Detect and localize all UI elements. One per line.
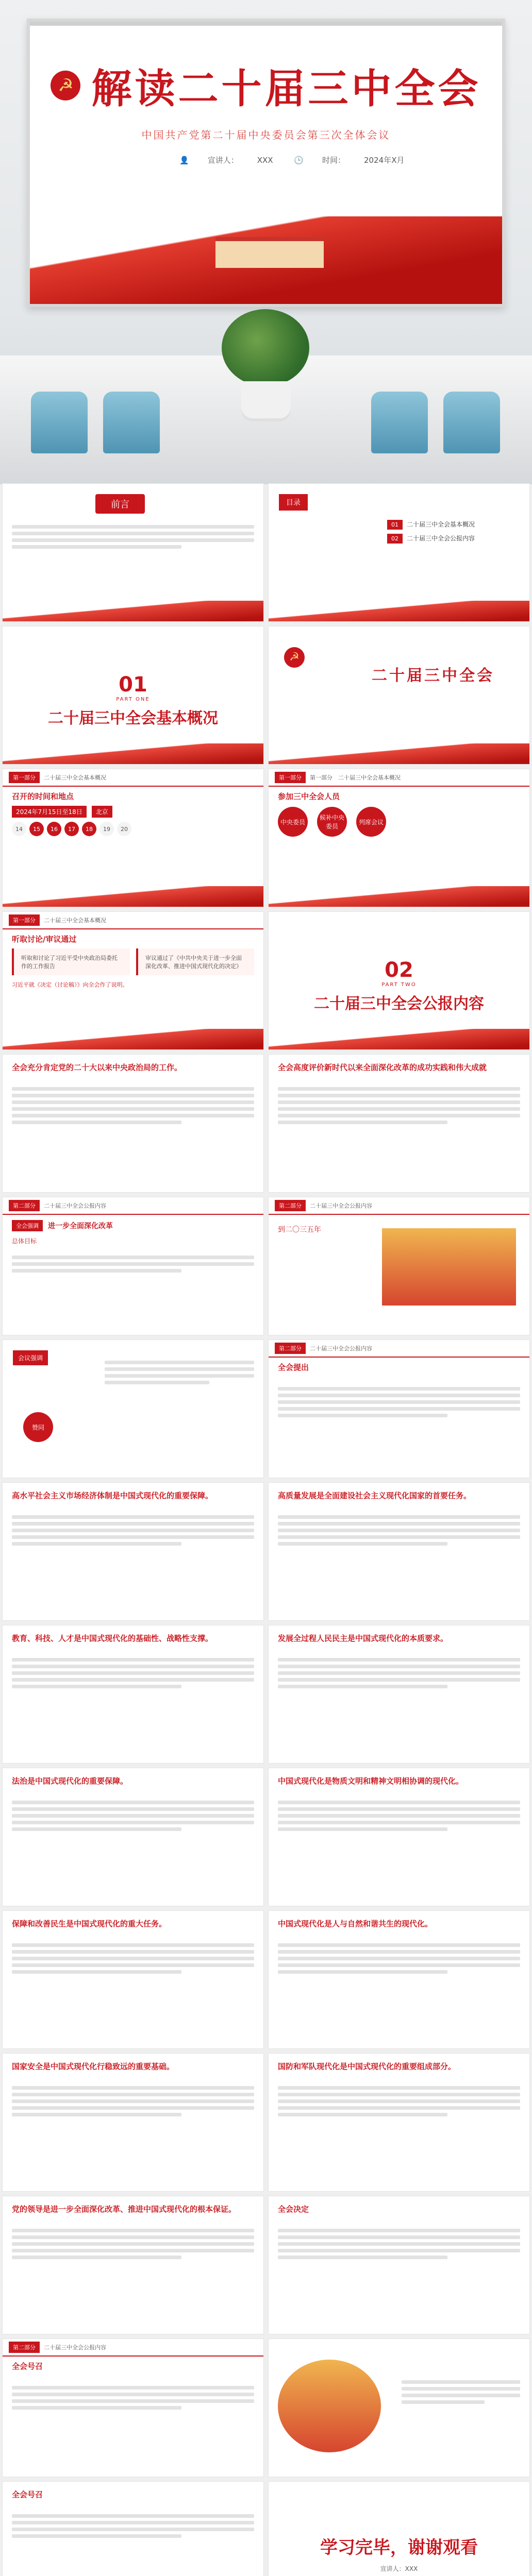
slide-row [0,769,532,907]
plant-pot [241,381,291,421]
praise-badge: 赞同 [23,1412,53,1442]
slide-gongbao [268,1625,530,1764]
slide-row [0,2338,532,2477]
slide-participants [268,769,530,907]
slide-heading: 召开的时间和地点 [12,792,74,801]
cover-title: 解读二十届三中全会 [91,66,481,112]
decorative-swirl [3,601,263,621]
slide-gongbao [2,2053,264,2192]
slide-row [0,1625,532,1764]
slide-gongbao [268,2053,530,2192]
decorative-swirl [3,743,263,764]
chair [103,392,160,453]
place-badge: 北京 [92,806,112,818]
slide-call [2,2338,264,2477]
chair [443,392,500,453]
slide-heading: 高水平社会主义市场经济体制是中国式现代化的重要保障。 [12,1491,213,1500]
slide-heading: 中国式现代化是物质文明和精神文明相协调的现代化。 [278,1776,464,1786]
slide-heading: 法治是中国式现代化的重要保障。 [12,1776,128,1786]
cover-meta [170,155,413,165]
part-label: PART TWO [381,982,417,988]
slide-heading: 发展全过程人民民主是中国式现代化的本质要求。 [278,1634,448,1643]
cover-subtitle: 中国共产党第二十届中央委员会第三次全体会议 [141,129,391,141]
slide-participants-banner [268,626,530,765]
calendar-day: 17 [64,822,79,836]
slide-header: 第一部分 二十届三中全会基本概况 [3,769,263,787]
reform-sub: 总体目标 [12,1238,37,1245]
preface-badge: 前言 [95,494,145,514]
party-emblem-icon: ☭ [51,71,80,100]
contents-badge: 目录 [279,494,308,511]
decorative-swirl [269,601,529,621]
slide-gongbao [2,1625,264,1764]
participant-badge: 候补中央委员 [317,807,347,837]
slide-review [2,911,264,1050]
decorative-swirl [269,1029,529,1049]
date-badge: 2024年7月15日至18日 [12,806,87,818]
slide-header: 第一部分 第一部分 二十届三中全会基本概况 [269,769,529,787]
slide-gongbao [2,1910,264,2049]
slide-part1-cover [2,626,264,765]
tiananmen-image [278,2360,381,2452]
slide-header: 第二部分 二十届三中全会公报内容 [269,1340,529,1358]
part-number: 01 [119,673,147,697]
slide-heading: 教育、科技、人才是中国式现代化的基础性、战略性支撑。 [12,1634,213,1643]
slide-gongbao [268,1482,530,1621]
slide-row [0,2053,532,2192]
slide-gongbao [268,1054,530,1193]
slide-header: 第二部分 二十届三中全会公报内容 [269,1197,529,1215]
slide-row [0,1482,532,1621]
slide-row [0,2481,532,2576]
great-hall-illustration [215,237,324,268]
body-text [3,1077,263,1134]
party-emblem-icon: ☭ [284,647,305,668]
body-text [269,1933,529,1984]
slide-preface [2,483,264,622]
emphasis-badge: 会议强调 [13,1350,48,1365]
contents-item[interactable]: 01 二十届三中全会基本概况 [387,520,475,529]
slide-heading: 中国式现代化是人与自然和谐共生的现代化。 [278,1919,433,1928]
slide-schedule [2,769,264,907]
slide-heading: 全会高度评价新时代以来全面深化改革的成功实践和伟大成就 [278,1063,487,1072]
body-text [269,1505,529,1556]
slide-history [268,1197,530,1335]
part1-title-block [3,673,263,728]
participant-badge: 列席会议 [356,807,386,837]
presenter-icon: 👤 [179,156,189,165]
reform-tag: 全会强调 [12,1220,43,1231]
decorative-swirl [269,886,529,907]
ending-presenter: 宣讲人：XXX [380,2565,418,2572]
potted-plant [222,309,309,386]
body-text [3,1790,263,1841]
slide-grid [0,483,532,2576]
slide-row [0,1768,532,1906]
body-text [269,2218,529,2269]
body-text [3,2218,263,2269]
slide-heading: 参加三中全会人员 [278,792,340,801]
slide-heading: 全会提出 [278,1363,309,1372]
contents-item[interactable]: 02 二十届三中全会公报内容 [387,534,475,543]
body-text [95,1350,263,1395]
reform-heading: 进一步全面深化改革 [48,1222,113,1230]
slide-gongbao [268,2196,530,2334]
body-text [3,1245,263,1283]
body-text [3,2076,263,2127]
review-cards [12,948,254,975]
review-footer: 习近平就《决定（讨论稿）》向全会作了说明。 [12,981,128,988]
cover-title-block [0,57,532,142]
body-text [3,1933,263,1984]
slide-emphasis [2,1340,264,1478]
slide-header: 第二部分 二十届三中全会公报内容 [3,2339,263,2357]
slide-part2-cover [268,911,530,1050]
slide-heading: 听取讨论/审议通过 [12,935,77,944]
date-icon: 🕒 [294,156,304,165]
slide-heading: 保障和改善民生是中国式现代化的重大任务。 [12,1919,167,1928]
preface-text [3,515,263,559]
slide-row [0,1197,532,1335]
slide-gongbao [268,1340,530,1478]
screen-top-bar [27,19,505,26]
slide-row [0,483,532,622]
body-text [3,1505,263,1556]
calendar-day: 14 [12,822,26,836]
chair [371,392,428,453]
session-banner: 二十届三中全会 [372,667,494,685]
slide-gongbao [2,2196,264,2334]
calendar-day: 15 [29,822,44,836]
review-card: 审议通过了《中共中央关于进一步全面深化改革、推进中国式现代化的决定》 [136,948,254,975]
date-place [12,806,254,818]
body-text [3,1648,263,1699]
body-text [269,1077,529,1134]
part-title: 二十届三中全会基本概况 [48,709,218,727]
slide-row [0,2196,532,2334]
slide-gongbao [2,2481,264,2576]
slide-heading: 高质量发展是全面建设社会主义现代化国家的首要任务。 [278,1491,472,1500]
body-text [269,1790,529,1841]
body-text [392,2370,529,2414]
slide-contents [268,483,530,622]
date-value: 2024年X月 [364,156,405,165]
reform-header [12,1220,254,1231]
slide-header: 第一部分 二十届三中全会基本概况 [3,912,263,929]
part2-title-block [269,958,529,1013]
contents-list [387,515,475,548]
slide-heading: 国家安全是中国式现代化行稳致远的重要基础。 [12,2062,175,2071]
slide-heading: 国防和军队现代化是中国式现代化的重要组成部分。 [278,2062,456,2071]
part-number: 02 [385,958,413,982]
calendar-day: 18 [82,822,96,836]
presenter-label: 宣讲人： [207,156,239,165]
slide-gongbao [2,1054,264,1193]
participant-badge: 中央委员 [278,807,308,837]
calendar [12,822,254,836]
slide-heading: 全会充分肯定党的二十大以来中央政治局的工作。 [12,1063,182,1072]
part-title: 二十届三中全会公报内容 [314,995,484,1013]
body-text [3,2504,263,2548]
slide-image [268,2338,530,2477]
slide-row [0,626,532,765]
body-text [269,2076,529,2127]
calendar-day: 19 [99,822,114,836]
slide-reform [2,1197,264,1335]
slide-heading: 全会号召 [12,2490,43,2499]
slide-header: 第二部分 二十届三中全会公报内容 [3,1197,263,1215]
body-text [3,2376,263,2420]
slide-heading: 党的领导是进一步全面深化改革、推进中国式现代化的根本保证。 [12,2205,237,2214]
ending-title: 学习完毕，谢谢观看 [320,2537,478,2558]
slide-row [0,1910,532,2049]
body-text [269,1377,529,1428]
cover-hero [0,0,532,483]
slide-row [0,1054,532,1193]
decorative-swirl [3,1029,263,1049]
body-text [269,1648,529,1699]
chair [31,392,88,453]
slide-gongbao [268,1910,530,2049]
calendar-day: 16 [47,822,61,836]
slide-heading: 全会决定 [278,2205,309,2214]
part-label: PART ONE [116,697,150,702]
slide-heading: 全会号召 [12,2362,43,2371]
date-label: 时间： [322,156,346,165]
decorative-swirl [269,743,529,764]
history-label: 到二〇三五年 [278,1226,321,1234]
review-card: 听取和讨论了习近平受中央政治局委托作的工作报告 [12,948,130,975]
tiananmen-image [382,1228,516,1306]
slide-row [0,1340,532,1478]
slide-gongbao [2,1482,264,1621]
participant-badges [278,807,520,837]
slide-gongbao [2,1768,264,1906]
decorative-swirl [3,886,263,907]
slide-gongbao [268,1768,530,1906]
calendar-day: 20 [117,822,131,836]
slide-ending [268,2481,530,2576]
slide-row [0,911,532,1050]
presenter-name: XXX [257,156,273,165]
